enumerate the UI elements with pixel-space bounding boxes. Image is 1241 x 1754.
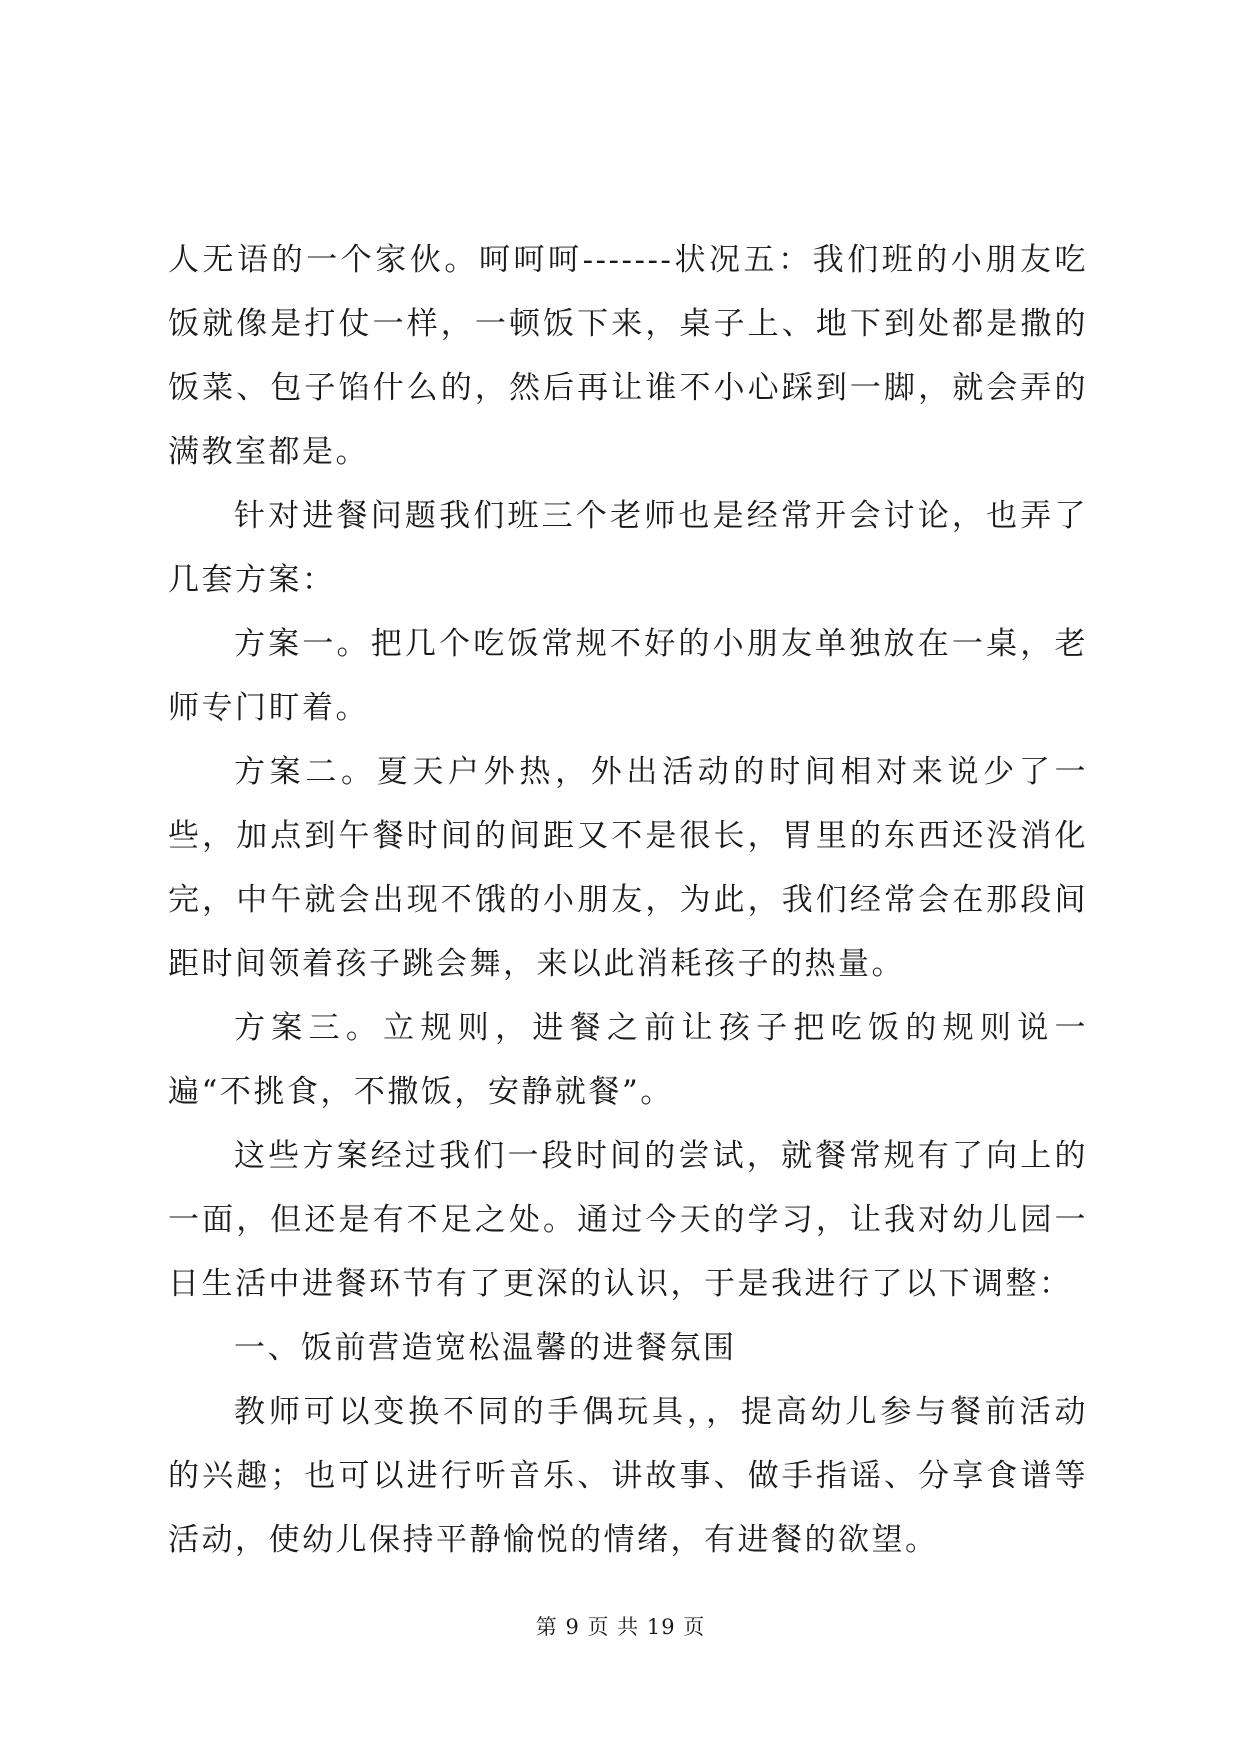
paragraph-plan-two: 方案二。夏天户外热，外出活动的时间相对来说少了一些，加点到午餐时间的间距又不是很长，胃里的东西还没消化完，中午就会出现不饿的小朋友，为此，我们经常会在那段间距时间领着孩子跳会舞，来以此消耗孩子的热量。 — [168, 754, 1088, 982]
paragraph-plan-one: 方案一。把几个吃饭常规不好的小朋友单独放在一桌，老师专门盯着。 — [168, 626, 1088, 726]
document-body — [168, 228, 1088, 1572]
paragraph-reflection: 这些方案经过我们一段时间的尝试，就餐常规有了向上的一面，但还是有不足之处。通过今天的学习，让我对幼儿园一日生活中进餐环节有了更深的认识，于是我进行了以下调整： — [168, 1138, 1088, 1302]
section-heading-one: 一、饭前营造宽松温馨的进餐氛围 — [234, 1330, 737, 1366]
page-number-footer: 第 9 页 共 19 页 — [535, 1615, 706, 1639]
paragraph-continuation: 人无语的一个家伙。呵呵呵-------状况五：我们班的小朋友吃饭就像是打仗一样，一顿饭下来，桌子上、地下到处都是撒的饭菜、包子馅什么的，然后再让谁不小心踩到一脚，就会弄的满教室都是。 — [168, 242, 1088, 470]
paragraph-plan-three: 方案三。立规则，进餐之前让孩子把吃饭的规则说一遍“不挑食，不撒饭，安静就餐”。 — [168, 1010, 1088, 1110]
paragraph-meal-discussion: 针对进餐问题我们班三个老师也是经常开会讨论，也弄了几套方案： — [168, 498, 1088, 598]
paragraph-pre-meal-activities: 教师可以变换不同的手偶玩具，，提高幼儿参与餐前活动的兴趣；也可以进行听音乐、讲故事、做手指谣、分享食谱等活动，使幼儿保持平静愉悦的情绪，有进餐的欲望。 — [168, 1394, 1088, 1558]
